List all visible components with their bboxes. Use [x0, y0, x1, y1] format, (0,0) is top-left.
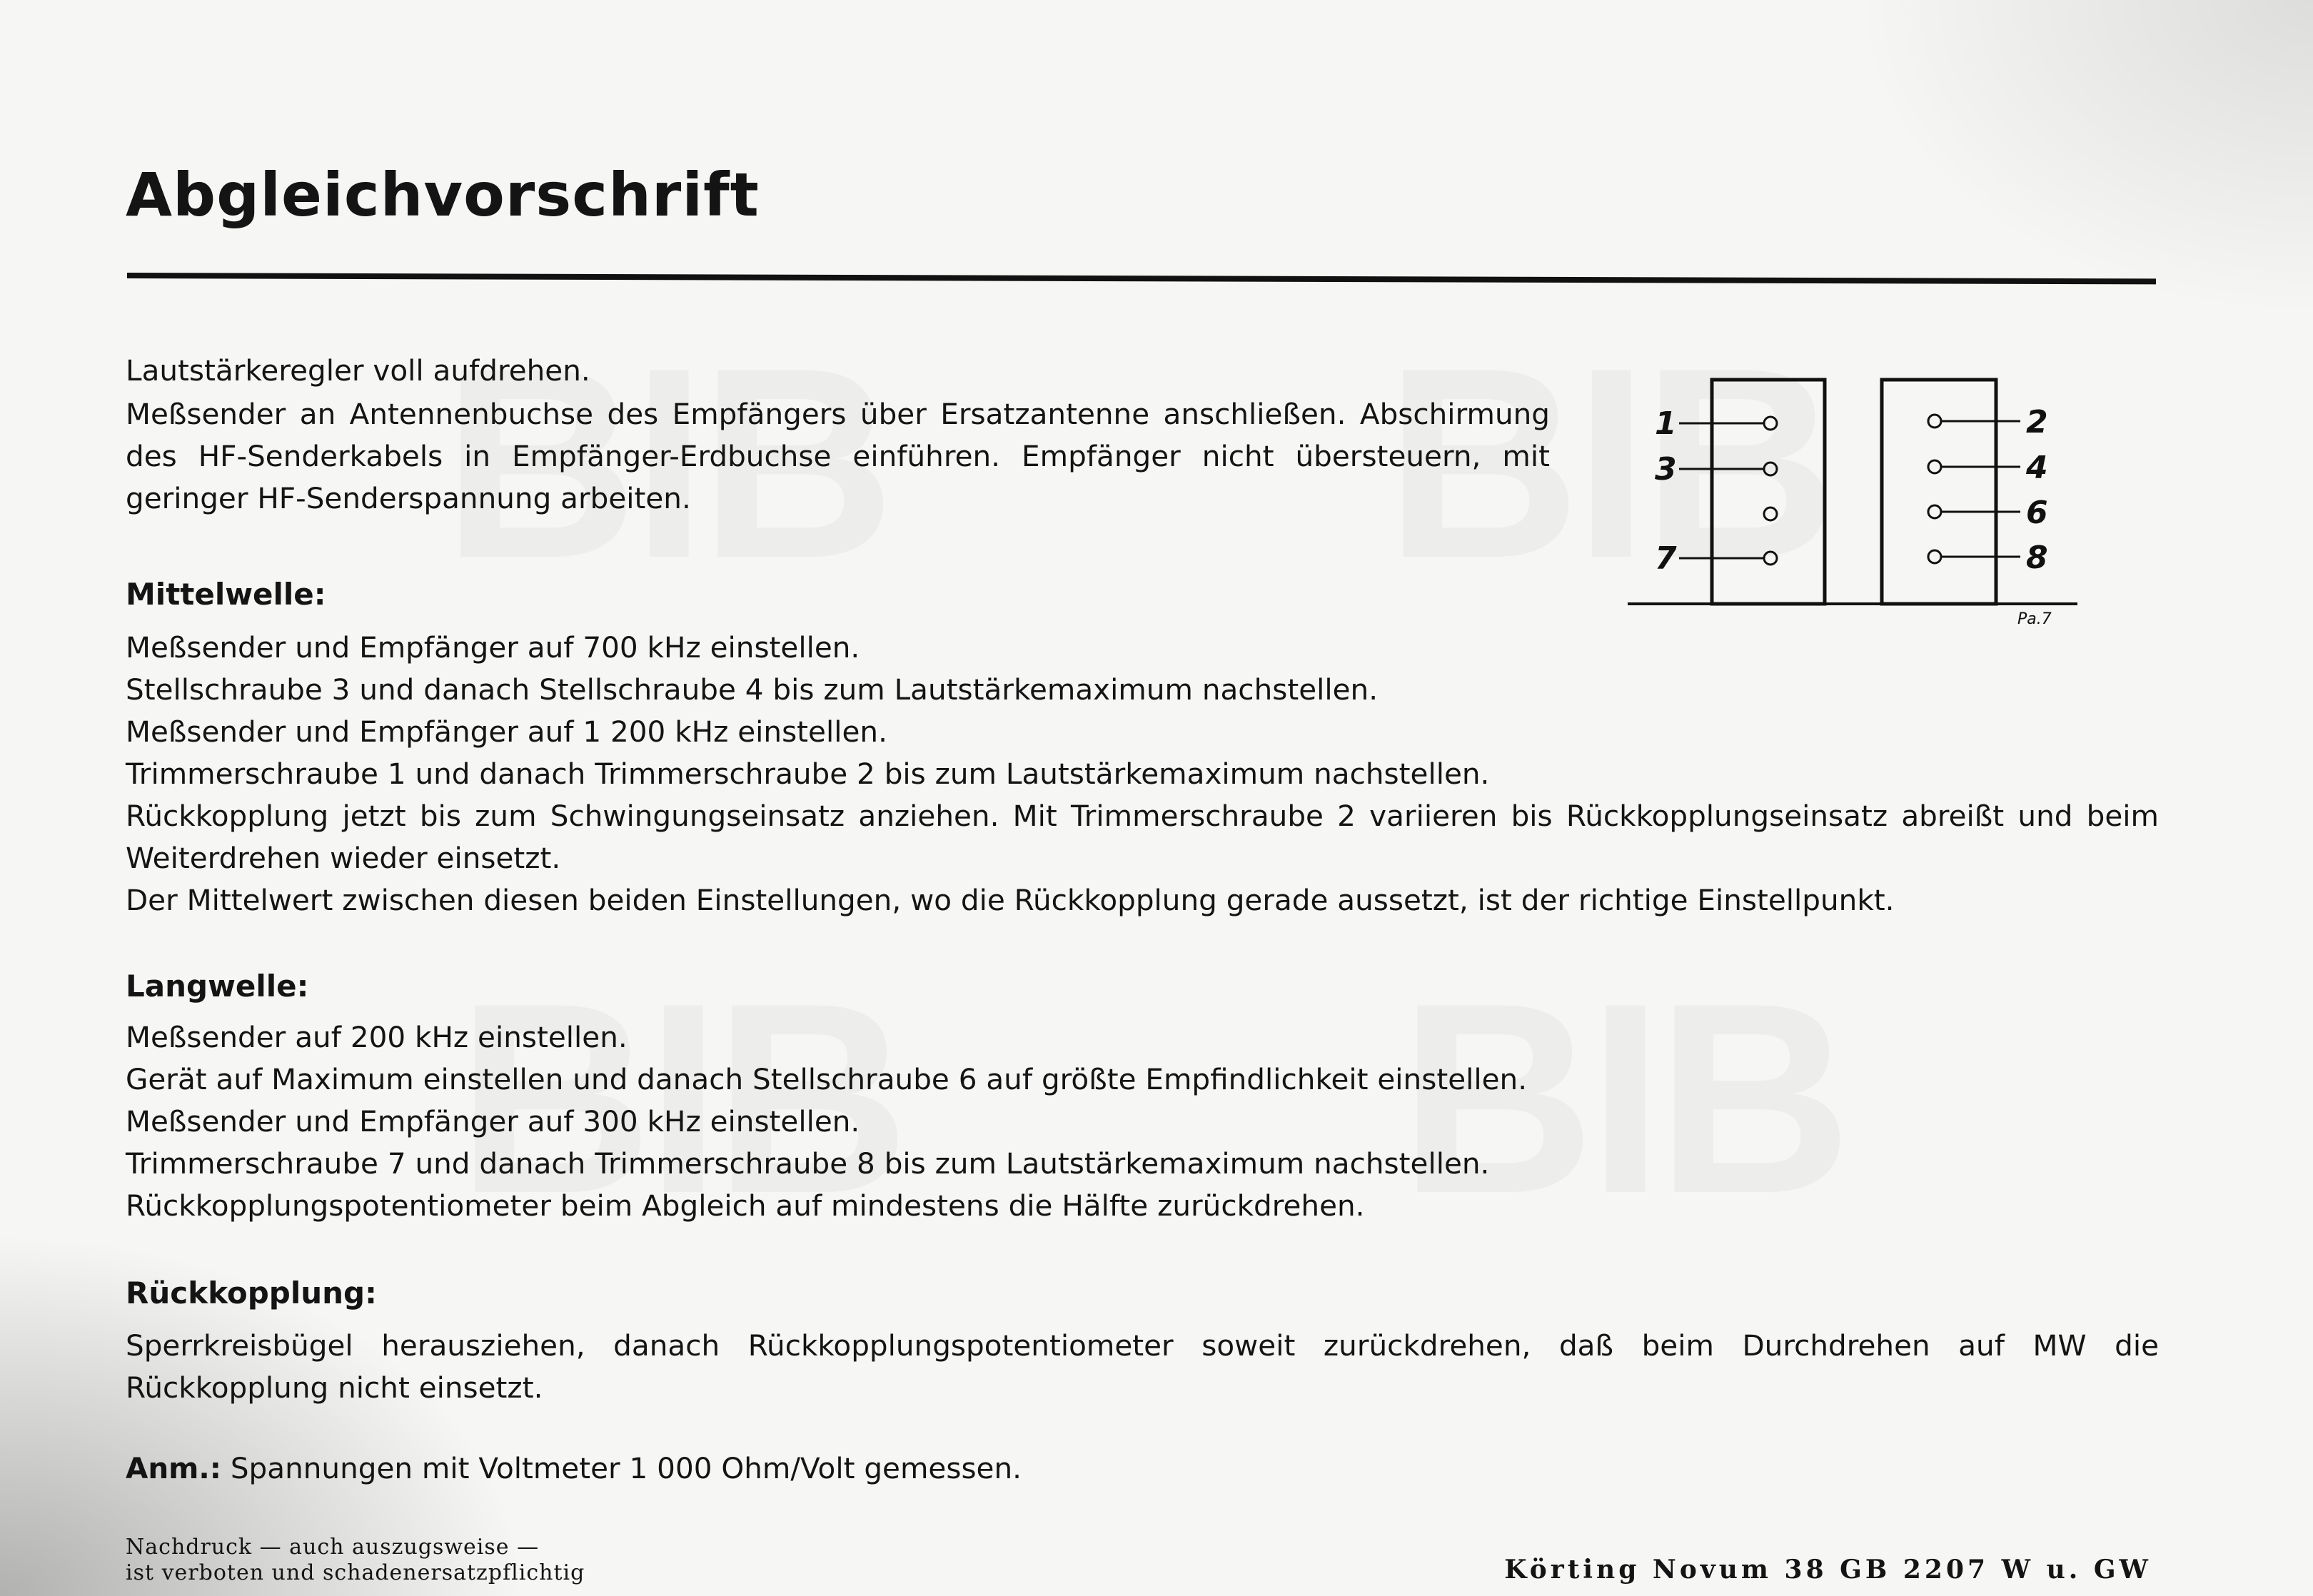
- mittelwelle-section: [126, 627, 2159, 921]
- trimmer-point-6: [1928, 505, 1941, 518]
- langwelle-line: Meßsender und Empfänger auf 300 kHz einstellen.: [126, 1104, 860, 1138]
- trimmer-point-3: [1764, 463, 1777, 475]
- langwelle-line: Gerät auf Maximum einstellen und danach Stellschraube 6 auf größte Empfindlichkeit einstellen.: [126, 1062, 1528, 1096]
- trimmer-point-4: [1928, 460, 1941, 473]
- trimmer-diagram: [1621, 364, 2085, 635]
- langwelle-heading: Langwelle:: [126, 969, 309, 1004]
- mittelwelle-line: Rückkopplung jetzt bis zum Schwingungseinsatz anziehen. Mit Trimmerschraube 2 variieren bis Rückkopplungseinsatz abreißt und beim Weiterdrehen wieder einsetzt.: [126, 799, 2159, 875]
- langwelle-line: Rückkopplungspotentiometer beim Abgleich auf mindestens die Hälfte zurückdrehen.: [126, 1188, 1365, 1223]
- rueckkopplung-text: Sperrkreisbügel herausziehen, danach Rückkopplungspotentiometer soweit zurückdrehen, daß beim Durchdrehen auf MW die Rückkopplung nicht einsetzt.: [126, 1328, 2159, 1405]
- label-6: 6: [2026, 495, 2048, 531]
- trimmer-point-1: [1764, 417, 1777, 430]
- label-3: 3: [1655, 451, 1677, 488]
- anmerkung-text: Spannungen mit Voltmeter 1 000 Ohm/Volt gemessen.: [230, 1451, 1022, 1485]
- langwelle-line: Meßsender auf 200 kHz einstellen.: [126, 1020, 628, 1054]
- trimmer-point-7: [1764, 552, 1777, 565]
- rueckkopplung-section: [126, 1325, 2159, 1409]
- diagram-left-box: [1712, 380, 1825, 604]
- footer-line: ist verboten und schadenersatzpflichtig: [126, 1560, 585, 1585]
- mittelwelle-heading: Mittelwelle:: [126, 577, 326, 612]
- label-7: 7: [1655, 540, 1677, 577]
- title-rule: [127, 273, 2156, 284]
- footer-line: Nachdruck — auch auszugsweise —: [126, 1535, 540, 1560]
- label-8: 8: [2026, 540, 2048, 576]
- intro-section: [126, 350, 1550, 520]
- label-2: 2: [2026, 404, 2048, 440]
- anmerkung: [126, 1448, 1022, 1490]
- mittelwelle-line: Der Mittelwert zwischen diesen beiden Einstellungen, wo die Rückkopplung gerade aussetzt, ist der richtige Einstellpunkt.: [126, 883, 1895, 917]
- diagram-right-box: [1882, 380, 1996, 604]
- mittelwelle-line: Meßsender und Empfänger auf 1 200 kHz einstellen.: [126, 714, 887, 749]
- intro-line: Lautstärkeregler voll aufdrehen.: [126, 353, 590, 388]
- label-4: 4: [2026, 450, 2048, 486]
- intro-line: Meßsender an Antennenbuchse des Empfängers über Ersatzantenne anschließen. Abschirmung des HF-Senderkabels in Empfänger-Erdbuchse einführen. Empfänger nicht übersteuern, mit geringer HF-Senderspannung arbeiten.: [126, 397, 1550, 515]
- trimmer-point-8: [1928, 550, 1941, 563]
- trimmer-point-2: [1928, 415, 1941, 428]
- langwelle-line: Trimmerschraube 7 und danach Trimmerschraube 8 bis zum Lautstärkemaximum nachstellen.: [126, 1146, 1490, 1181]
- page-title: Abgleichvorschrift: [126, 160, 760, 230]
- mittelwelle-line: Meßsender und Empfänger auf 700 kHz einstellen.: [126, 630, 860, 665]
- label-1: 1: [1655, 405, 1677, 442]
- rueckkopplung-heading: Rückkopplung:: [126, 1276, 377, 1310]
- anmerkung-label: Anm.:: [126, 1451, 221, 1485]
- footer-copyright: [126, 1535, 585, 1586]
- footer-model: Körting Novum 38 GB 2207 W u. GW: [1504, 1555, 2152, 1585]
- mittelwelle-line: Stellschraube 3 und danach Stellschraube 4 bis zum Lautstärkemaximum nachstellen.: [126, 672, 1379, 707]
- trimmer-point-unlabeled: [1764, 507, 1777, 520]
- mittelwelle-line: Trimmerschraube 1 und danach Trimmerschraube 2 bis zum Lautstärkemaximum nachstellen.: [126, 757, 1490, 791]
- diagram-tag: Pa.7: [2017, 610, 2052, 628]
- langwelle-section: [126, 1016, 1668, 1227]
